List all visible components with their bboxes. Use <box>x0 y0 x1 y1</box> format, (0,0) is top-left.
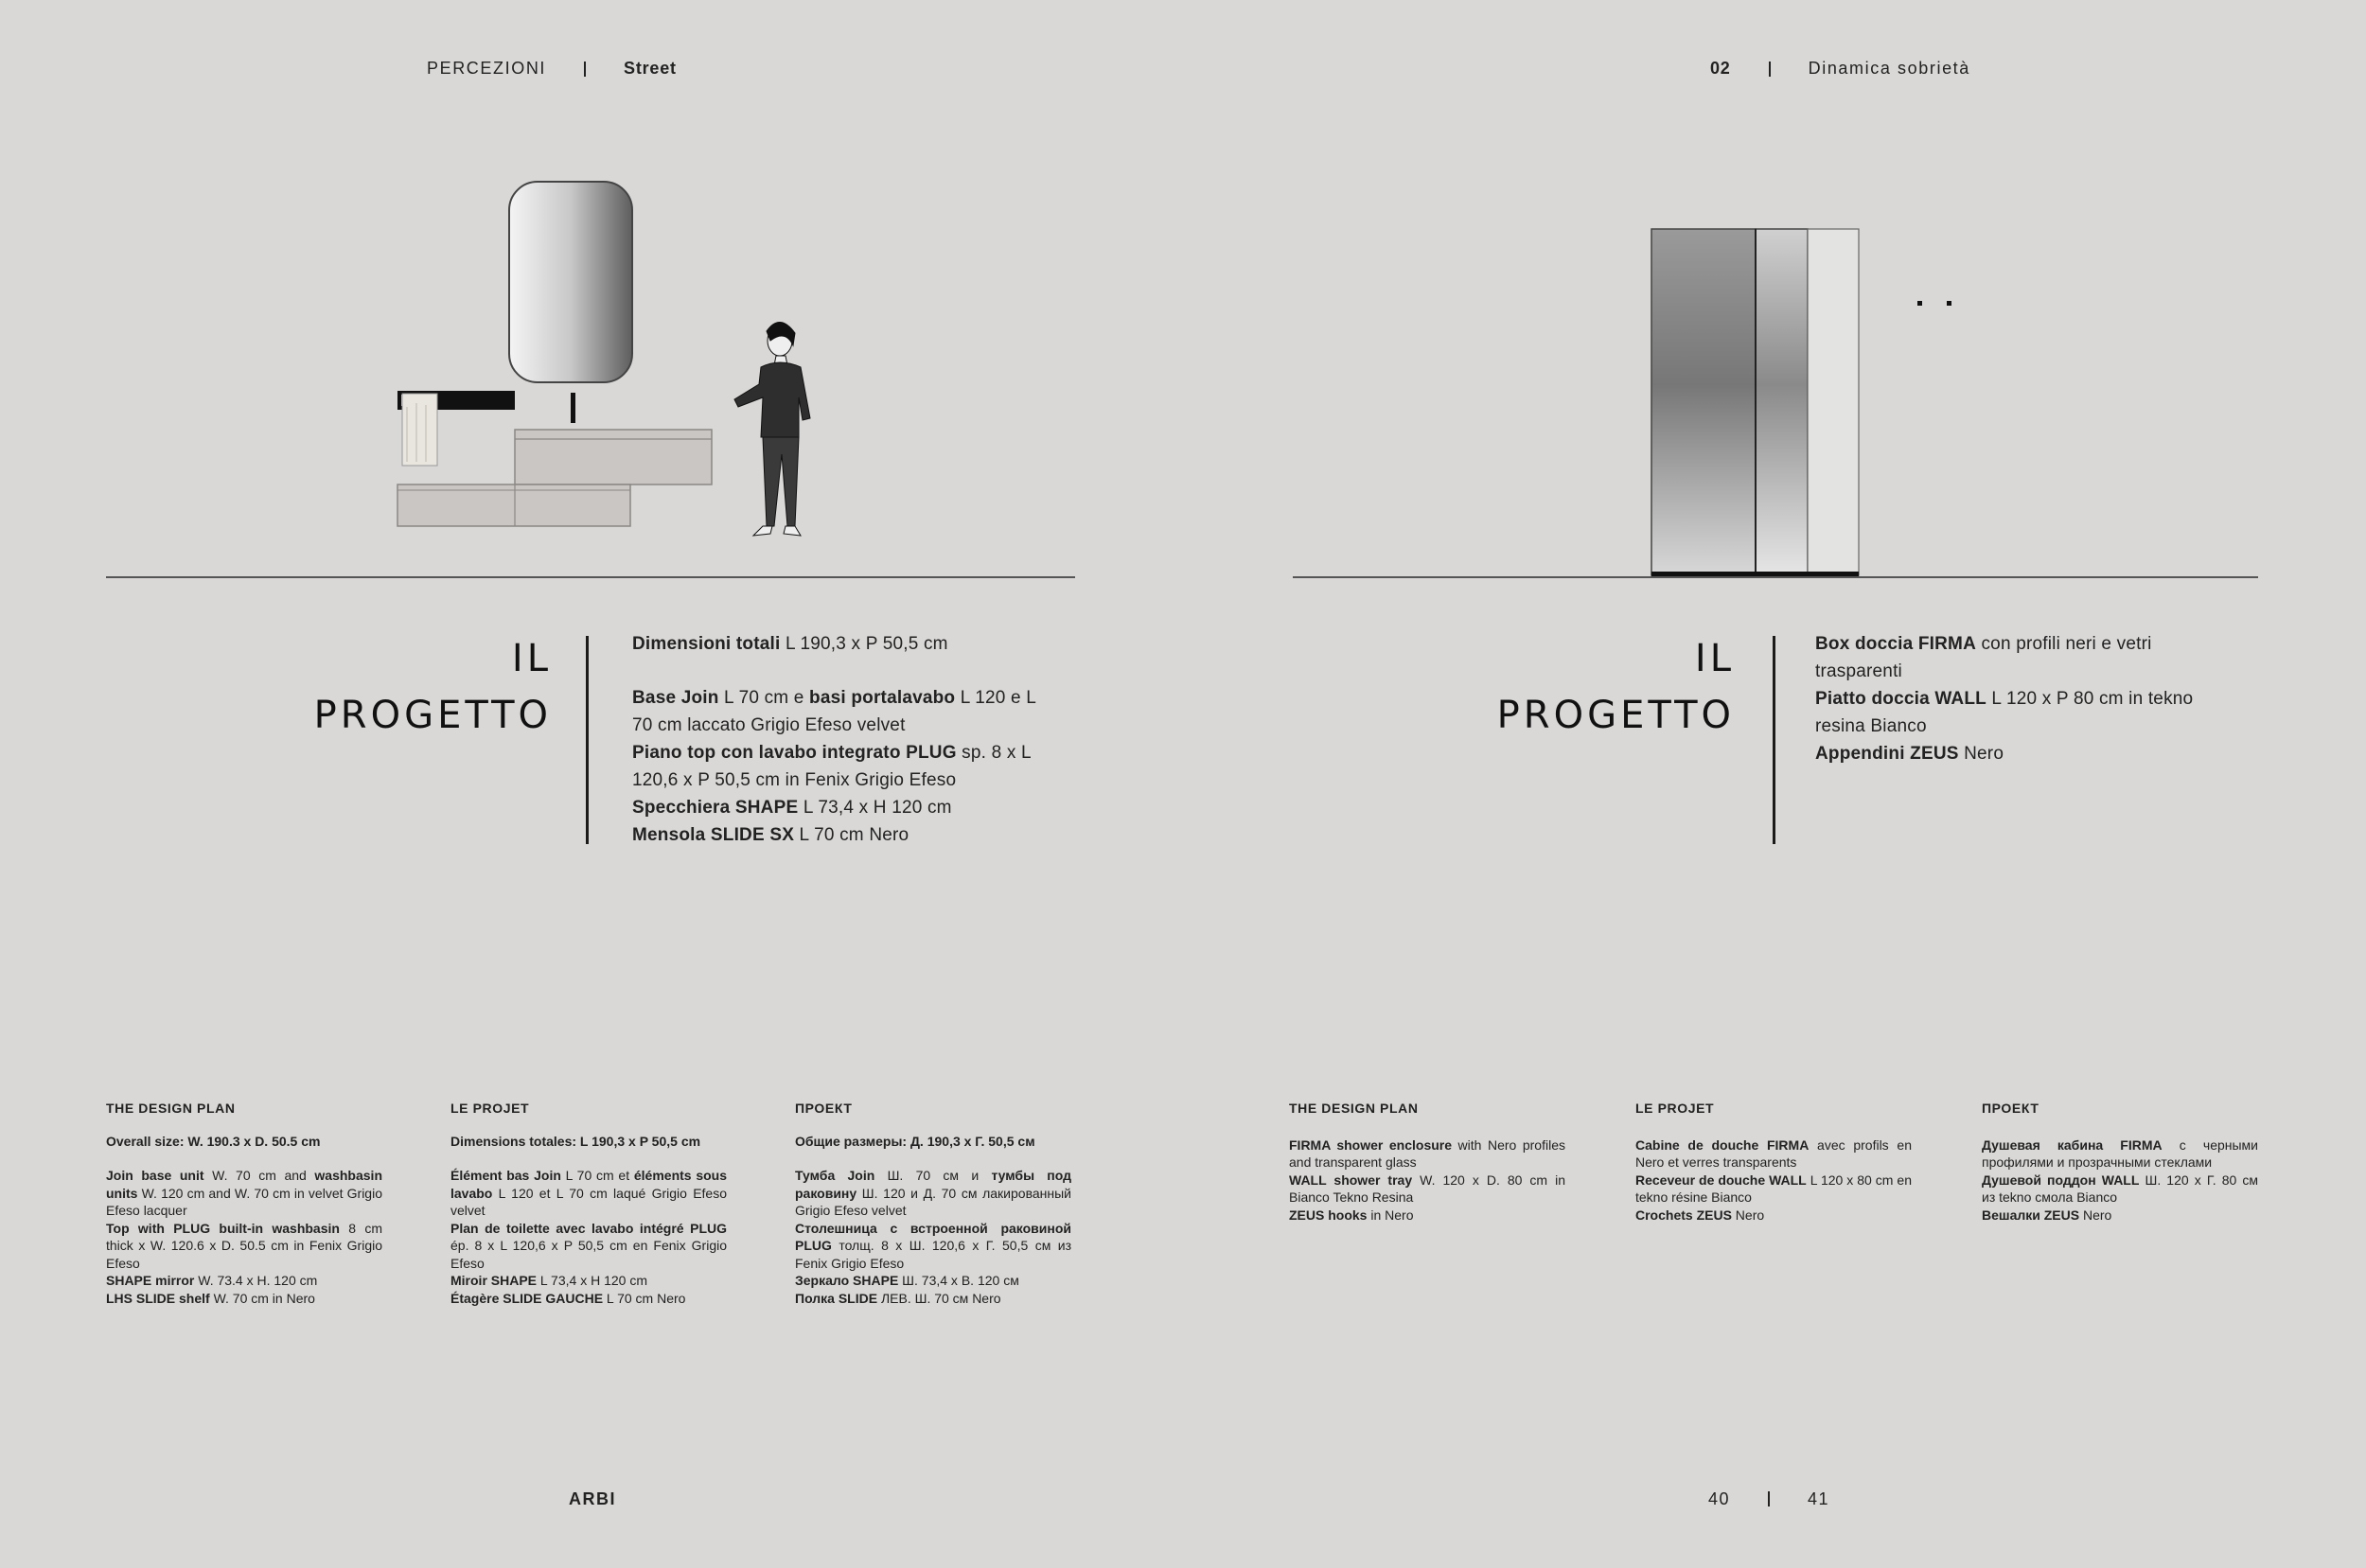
column-line: Crochets ZEUS Nero <box>1635 1207 1765 1223</box>
right-column-ru <box>1982 1100 2258 1224</box>
column-line: Cabine de douche FIRMA avec profils en Nero et verres transparents <box>1635 1136 1912 1170</box>
page-number-left: 40 <box>1708 1489 1731 1508</box>
column-line: Душевой поддон WALL Ш. 120 х Г. 80 см из tekno смола Bianco <box>1982 1172 2258 1205</box>
spec-line: Dimensioni totali L 190,3 x P 50,5 cm <box>632 634 948 654</box>
column-line: Plan de toilette avec lavabo intégré PLUG ép. 8 x L 120,6 x P 50,5 cm en Fenix Grigio Efeso <box>450 1220 727 1271</box>
left-floor-line <box>106 576 1075 578</box>
column-size: Overall size: W. 190.3 x D. 50.5 cm <box>106 1133 321 1149</box>
left-header <box>427 59 677 79</box>
spec-line: Box doccia FIRMA con profili neri e vetri trasparenti <box>1815 634 2152 681</box>
column-heading: ПРОЕКТ <box>795 1101 853 1116</box>
vanity-illustration <box>379 170 833 615</box>
right-column-fr <box>1635 1100 1912 1224</box>
column-heading: LE PROJET <box>1635 1101 1715 1116</box>
footer-divider <box>1768 1491 1770 1506</box>
header-divider <box>1769 62 1771 77</box>
column-line: Top with PLUG built-in washbasin 8 cm thick x W. 120.6 x D. 50.5 cm in Fenix Grigio Efeso <box>106 1220 382 1271</box>
spec-line: Base Join L 70 cm e basi portalavabo L 120 e L 70 cm laccato Grigio Efeso velvet <box>632 688 1036 735</box>
towel <box>402 394 437 466</box>
left-column-fr <box>450 1100 727 1307</box>
column-line: ZEUS hooks in Nero <box>1289 1207 1414 1223</box>
column-line: Élément bas Join L 70 cm et éléments sous lavabo L 120 et L 70 cm laqué Grigio Efeso velvet <box>450 1168 728 1218</box>
spec-line: Piano top con lavabo integrato PLUG sp. 8 x L 120,6 x P 50,5 cm in Fenix Grigio Efeso <box>632 743 1032 790</box>
right-project-details <box>1815 630 2239 767</box>
header-divider <box>584 62 586 77</box>
column-line: Вешалки ZEUS Nero <box>1982 1207 2112 1223</box>
column-heading: LE PROJET <box>450 1101 530 1116</box>
right-project-title: IL PROGETTO <box>1496 637 1735 737</box>
left-column-ru <box>795 1100 1071 1307</box>
column-size: Dimensions totales: L 190,3 x P 50,5 cm <box>450 1133 701 1149</box>
column-size: Общие размеры: Д. 190,3 х Г. 50,5 см <box>795 1133 1035 1149</box>
person-figure <box>734 322 810 536</box>
column-line: Miroir SHAPE L 73,4 x H 120 cm <box>450 1273 647 1288</box>
left-title-rule <box>586 636 589 844</box>
section-name: Street <box>624 59 677 78</box>
column-line: Тумба Join Ш. 70 см и тумбы под раковину Ш. 120 и Д. 70 см лакированный Grigio Efeso velvet <box>795 1168 1072 1218</box>
column-heading: ПРОЕКТ <box>1982 1101 2039 1116</box>
column-line: SHAPE mirror W. 73.4 x H. 120 cm <box>106 1273 318 1288</box>
column-line: WALL shower tray W. 120 x D. 80 cm in Bianco Tekno Resina <box>1289 1172 1565 1205</box>
right-column-en <box>1289 1100 1565 1224</box>
right-title-rule <box>1773 636 1775 844</box>
page-numbers <box>1708 1489 1829 1509</box>
column-line: Join base unit W. 70 cm and washbasin units W. 120 cm and W. 70 cm in velvet Grigio Efeso lacquer <box>106 1168 383 1218</box>
column-line: LHS SLIDE shelf W. 70 cm in Nero <box>106 1290 315 1306</box>
column-heading: THE DESIGN PLAN <box>1289 1101 1419 1116</box>
column-line: Столешница с встроенной раковиной PLUG толщ. 8 х Ш. 120,6 х Г. 50,5 см из Fenix Grigio Efeso <box>795 1220 1071 1271</box>
spec-line: Specchiera SHAPE L 73,4 x H 120 cm <box>632 798 952 818</box>
shower-illustration <box>1647 225 1969 580</box>
page-number-right: 41 <box>1808 1489 1830 1508</box>
left-project-title: IL PROGETTO <box>313 637 552 737</box>
column-line: Полка SLIDE ЛЕВ. Ш. 70 см Nero <box>795 1290 1001 1306</box>
right-header <box>1710 59 1970 79</box>
left-project-details <box>632 630 1051 849</box>
column-heading: THE DESIGN PLAN <box>106 1101 236 1116</box>
firma-shower-enclosure <box>1651 229 1859 575</box>
chapter-name: Dinamica sobrietà <box>1808 59 1970 78</box>
brand-footer: ARBI <box>569 1489 616 1508</box>
section-label: PERCEZIONI <box>427 59 547 78</box>
column-line: Étagère SLIDE GAUCHE L 70 cm Nero <box>450 1290 686 1306</box>
spec-line: Appendini ZEUS Nero <box>1815 744 2004 764</box>
left-column-en <box>106 1100 382 1307</box>
right-floor-line <box>1293 576 2258 578</box>
join-base-unit <box>397 484 630 526</box>
zeus-hooks <box>1917 301 1951 306</box>
shape-mirror <box>509 182 632 382</box>
column-line: FIRMA shower enclosure with Nero profiles and transparent glass <box>1289 1136 1565 1170</box>
spec-line: Mensola SLIDE SX L 70 cm Nero <box>632 825 909 845</box>
column-line: Receveur de douche WALL L 120 x 80 cm en tekno résine Bianco <box>1635 1172 1912 1205</box>
washbasin-unit <box>515 430 712 484</box>
column-line: Душевая кабина FIRMA с черными профилями и прозрачными стеклами <box>1982 1136 2259 1170</box>
column-line: Зеркало SHAPE Ш. 73,4 х В. 120 см <box>795 1273 1019 1288</box>
chapter-number: 02 <box>1710 59 1731 78</box>
spec-line: Piatto doccia WALL L 120 x P 80 cm in tekno resina Bianco <box>1815 689 2194 736</box>
